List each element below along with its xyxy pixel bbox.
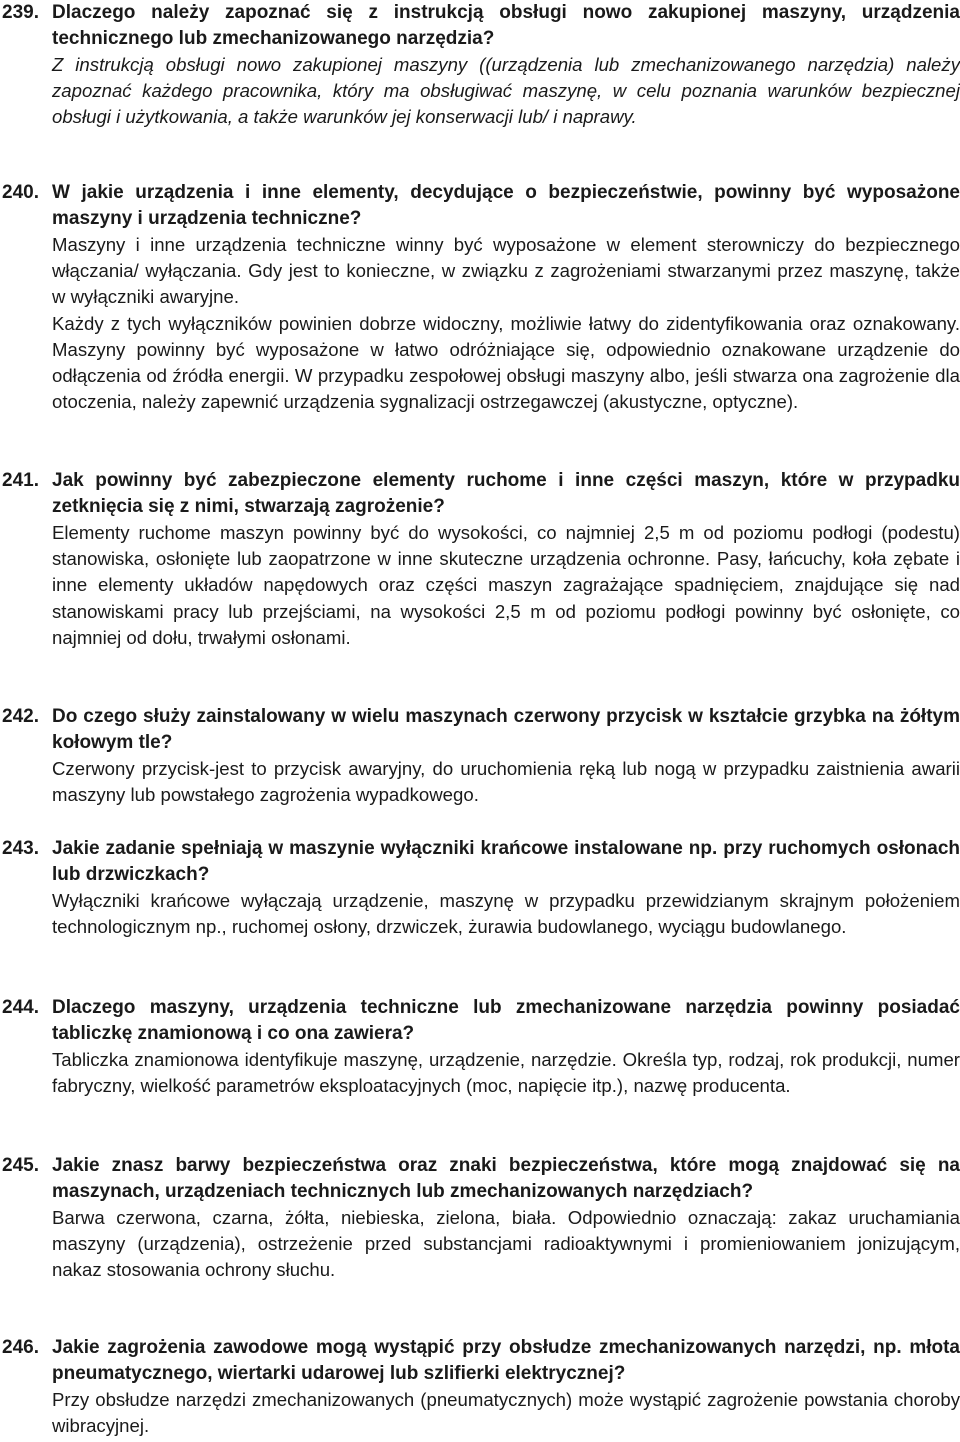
question-number: 241. — [2, 470, 39, 491]
qa-item-244 — [0, 995, 960, 1099]
qa-body — [50, 1335, 960, 1439]
answer-part: Każdy z tych wyłączników powinien dobrze widoczny, możliwie łatwy do zidentyfikowania oraz oznakowany. Maszyny powinny być wyposażone w łatwo odróżniające się, odpowiednio oznakowane urządzenie do odłączenia od źródła energii. W przypadku zespołowej obsługi maszyny albo, jeśli stwarza ona zagrożenie dla otoczenia, należy zapewnić urządzenia sygnalizacji ostrzegawczej (akustyczne, optyczne). — [52, 312, 960, 413]
question-text: W jakie urządzenia i inne elementy, decydujące o bezpieczeństwie, powinny być wyposażone maszyny i urządzenia techniczne? — [52, 182, 960, 229]
qa-body — [50, 180, 960, 415]
answer-text — [52, 1205, 960, 1284]
answer-text — [52, 520, 960, 651]
qa-item-243 — [0, 836, 960, 940]
qa-body — [50, 995, 960, 1099]
question-text: Dlaczego należy zapoznać się z instrukcją obsługi nowo zakupionej maszyny, urządzenia technicznego lub zmechanizowanego narzędzia? — [52, 2, 960, 49]
qa-item-245 — [0, 1153, 960, 1284]
qa-item-241 — [0, 468, 960, 651]
answer-text — [52, 1387, 960, 1439]
question-number: 239. — [2, 2, 39, 23]
question-number: 242. — [2, 706, 39, 727]
answer-part: Elementy ruchome maszyn powinny być do wysokości, co najmniej 2,5 m od poziomu podłogi (podestu) stanowiska, osłonięte lub zaopatrzone w inne skuteczne urządzenia ochronne. Pasy, łańcuchy, koła zębate i inne elementy układów napędowych oraz części maszyn zagrażające spadnięciem, znajdujące się nad stanowiskami pracy lub przejściami, na wysokości 2,5 m od poziomu podłogi powinny być osłonięte, co najmniej od dołu, trwałymi osłonami. — [52, 522, 960, 648]
qa-body — [50, 468, 960, 651]
answer-text — [52, 756, 960, 808]
answer-text — [52, 52, 960, 131]
qa-item-246 — [0, 1335, 960, 1439]
answer-part: Tabliczka znamionowa identyfikuje maszynę, urządzenie, narzędzie. Określa typ, rodzaj, rok produkcji, numer fabryczny, wielkość parametrów eksploatacyjnych (moc, napięcie itp.), nazwę producenta. — [52, 1049, 960, 1097]
qa-item-240 — [0, 180, 960, 415]
question-text: Do czego służy zainstalowany w wielu maszynach czerwony przycisk w kształcie grzybka na żółtym kołowym tle? — [52, 706, 960, 753]
question-text: Dlaczego maszyny, urządzenia techniczne lub zmechanizowane narzędzia powinny posiadać tabliczkę znamionową i co ona zawiera? — [52, 997, 960, 1044]
answer-part: Przy obsłudze narzędzi zmechanizowanych (pneumatycznych) może wystąpić zagrożenie powstania choroby wibracyjnej. — [52, 1389, 960, 1437]
answer-part: Maszyny i inne urządzenia techniczne winny być wyposażone w element sterowniczy do bezpiecznego włączania/ wyłączania. Gdy jest to konieczne, w związku z zagrożeniami stwarzanymi przez maszynę, także w wyłączniki awaryjne. — [52, 234, 960, 308]
question-number: 244. — [2, 997, 39, 1018]
answer-part: Wyłączniki krańcowe wyłączają urządzenie, maszynę w przypadku przewidzianym skrajnym położeniem technologicznym np., ruchomej osłony, drzwiczek, żurawia budowlanego, wyciągu budowlanego. — [52, 890, 960, 938]
answer-text — [52, 232, 960, 311]
qa-item-239 — [0, 0, 960, 131]
answer-text — [52, 311, 960, 416]
answer-part: Czerwony przycisk-jest to przycisk awaryjny, do uruchomienia ręką lub nogą w przypadku zaistnienia awarii maszyny lub powstałego zagrożenia wypadkowego. — [52, 758, 960, 806]
question-number: 246. — [2, 1337, 39, 1358]
qa-body — [50, 0, 960, 131]
question-number: 245. — [2, 1155, 39, 1176]
question-text: Jak powinny być zabezpieczone elementy ruchome i inne części maszyn, które w przypadku zetknięcia się z nimi, stwarzają zagrożenie? — [52, 470, 960, 517]
answer-text — [52, 1047, 960, 1099]
question-number: 243. — [2, 838, 39, 859]
qa-body — [50, 704, 960, 808]
question-text: Jakie zadanie spełniają w maszynie wyłączniki krańcowe instalowane np. przy ruchomych osłonach lub drzwiczkach? — [52, 838, 960, 885]
question-text: Jakie znasz barwy bezpieczeństwa oraz znaki bezpieczeństwa, które mogą znajdować się na maszynach, urządzeniach technicznych lub zmechanizowanych narzędziach? — [52, 1155, 960, 1202]
answer-text — [52, 888, 960, 940]
qa-item-242 — [0, 704, 960, 808]
qa-body — [50, 836, 960, 940]
question-number: 240. — [2, 182, 39, 203]
qa-body — [50, 1153, 960, 1284]
question-text: Jakie zagrożenia zawodowe mogą wystąpić przy obsłudze zmechanizowanych narzędzi, np. młota pneumatycznego, wiertarki udarowej lub szlifierki elektrycznej? — [52, 1337, 960, 1384]
answer-part: Z instrukcją obsługi nowo zakupionej maszyny ((urządzenia lub zmechanizowanego narzędzia) należy zapoznać każdego pracownika, który ma obsługiwać maszynę, w celu poznania warunków bezpiecznej obsługi i użytkowania, a także warunków jej konserwacji lub/ i naprawy. — [52, 54, 960, 128]
answer-part: Barwa czerwona, czarna, żółta, niebieska, zielona, biała. Odpowiednio oznaczają: zakaz uruchamiania maszyny (urządzenia), ostrzeżenie przed substancjami radioaktywnymi i promieniowaniem jonizującym, nakaz stosowania ochrony słuchu. — [52, 1207, 960, 1281]
